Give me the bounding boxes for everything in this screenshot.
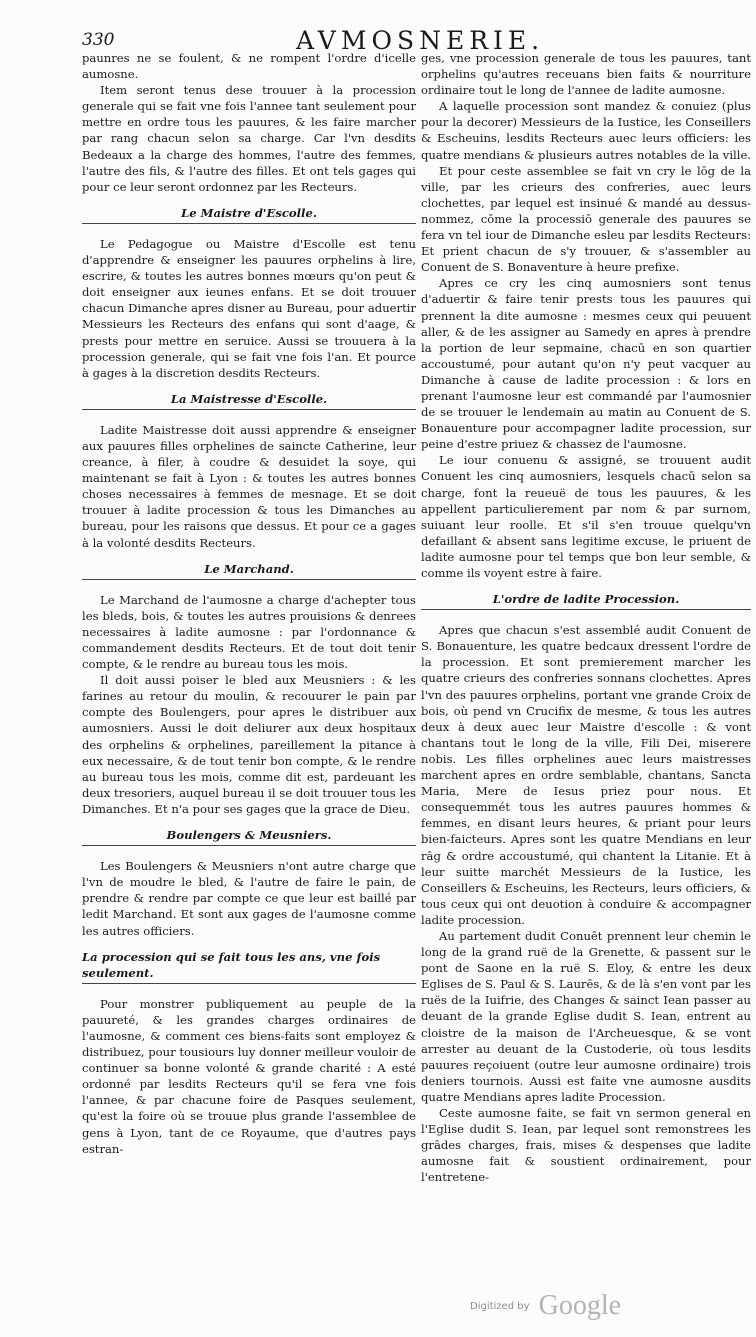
google-logo: Google [538,1290,622,1321]
paragraph: Ceste aumosne faite, se fait vn sermon general en l'Eglise dudit S. Iean, par lequel sont remonstrees les grādes charges, frais, mises & despenses que ladite aumosne fait & soustient ordinairement, pour l'entretene- [421,1106,751,1185]
paragraph: Item seront tenus dese trouuer à la procession generale qui se fait vne fois l'annee tant seulement pour mettre en ordre tous les pauures, & les faire marcher par rang chacun selon sa charge. Car l'vn desdits Bedeaux a la charge des hommes, l'autre des femmes, l'autre des fils, & l'autre des filles. Et ont tels gages qui pour ce leur seront ordonnez par les Recteurs. [82,83,416,194]
paragraph: paunres ne se foulent, & ne rompent l'ordre d'icelle aumosne. [82,51,416,82]
section-heading-maistresse: La Maistresse d'Escolle. [82,391,416,410]
left-column [82,50,416,1157]
watermark-prefix: Digitized by [470,1301,530,1312]
paragraph: Le Pedagogue ou Maistre d'Escolle est tenu d'apprendre & enseigner les pauures orphelins à lire, escrire, & toutes les autres bonnes mœurs qu'on peut & doit enseigner aux ieunes enfans. Et se doit trouuer chacun Dimanche apres disner au Bureau, pour aduertir Messieurs les Recteurs des enfans qui sont d'aage, & prests pour mettre en seruice. Aussi se trouuera à la procession generale, qui se fait vne fois l'an. Et pource à gages à la discretion desdits Recteurs. [82,236,416,380]
paragraph: Le iour conuenu & assigné, se trouuent audit Conuent les cinq aumosniers, lesquels chacū selon sa charge, font la reueuë de tous les pauures, & les appellent particulierement par nom & par surnom, suiuant leur roolle. Et s'il s'en trouue quelqu'vn defaillant & absent sans legitime excuse, le priuent de ladite aumosne pour tel temps que bon leur semble, & comme ils voyent estre à faire. [421,453,751,580]
section-heading-maistre: Le Maistre d'Escolle. [82,205,416,224]
paragraph: ges, vne procession generale de tous les pauures, tant orphelins qu'autres receuans bien faits & nourriture ordinaire tout le long de l'annee de ladite aumosne. [421,51,751,98]
paragraph: A laquelle procession sont mandez & conuiez (plus pour la decorer) Messieurs de la Iustice, les Conseillers & Escheuins, lesdits Recteurs auec leurs officiers: les quatre mendians & plusieurs autres notables de la ville. [421,99,751,162]
section-heading-marchand: Le Marchand. [82,561,416,580]
section-heading-ordre: L'ordre de ladite Procession. [421,591,751,610]
paragraph: Ladite Maistresse doit aussi apprendre & enseigner aux pauures filles orphelines de saincte Catherine, leur creance, à filer, à coudre & desuidet la soye, qui maintenant se fait à Lyon : & toutes les autres bonnes choses necessaires à femmes de mesnage. Et se doit trouuer à ladite procession & tous les Dimanches au bureau, pour les raisons que dessus. Et pour ce a gages à la volonté desdits Recteurs. [82,422,416,550]
paragraph: Et pour ceste assemblee se fait vn cry le lōg de la ville, par les crieurs des confreries, auec leurs clochettes, par lequel est insinué & mandé au dessus-nommez, cōme la processiō generale des pauures se fera vn tel iour de Dimanche esleu par lesdits Recteurs: Et prient chacun de s'y trouuer, & s'assembler au Conuent de S. Bonaventure à heure prefixe. [421,163,751,275]
google-watermark [470,1290,621,1322]
running-title: AVMOSNERIE. [296,26,545,55]
paragraph: Au partement dudit Conuēt prennent leur chemin le long de la grand ruë de la Grenette, & passent sur le pont de Saone en la ruë S. Eloy, & entre les deux Eglises de S. Paul & S. Laurēs, & de là s'en vont par les ruës de la Iuifrie, des Changes & sainct Iean passer au deuant de la grande Eglise dudit S. Iean, entrent au cloistre de la maison de l'Archeuesque, & se vont arrester au deuant de la Custoderie, où tous lesdits pauures reçoiuent (outre leur aumosne ordinaire) trois deniers tournois. Aussi est faite vne aumosne ausdits quatre Mendians apres ladite Procession. [421,928,751,1104]
paragraph: Apres ce cry les cinq aumosniers sont tenus d'aduertir & faire tenir prests tous les pauures qui prennent la dite aumosne : mesmes ceux qui peuuent aller, & de les assigner au Samedy en apres à prendre la portion de leur sepmaine, chacū en son quartier accoustumé, pour autant qu'on n'y peut vacquer au Dimanche à cause de ladite procession : & lors en prenant l'aumosne leur est commandé par l'aumosnier de se trouuer le lendemain au matin au Conuent de S. Bonauenture pour accompagner ladite procession, sur peine d'estre priuez & chassez de l'aumosne. [421,276,751,452]
paragraph: Apres que chacun s'est assemblé audit Conuent de S. Bonauenture, les quatre bedcaux dressent l'ordre de la procession. Et sont premierement marcher les quatre crieurs des confreries sonnans clochettes. Apres l'vn des pauures orphelins, portant vne grande Croix de bois, où pend vn Crucifix de mesme, & tous les autres deux à deux auec leur Maistre d'escolle : & vont chantans tout le long de la ville, Fili Dei, miserere nobis. Les filles orphelines auec leurs maistresses marchent apres en ordre semblable, chantans, Sancta Maria, Mere de Iesus priez pour nous. Et consequemmét tous les autres pauures hommes & femmes, en disant leurs heures, & priant pour leurs bien-faicteurs. Apres sont les quatre Mendians en leur rāg & ordre accoustumé, qui chantent la Litanie. Et à leur suitte marchét Messieurs de la Iustice, les Conseillers & Escheuins, les Recteurs, leurs officiers, & tous ceux qui ont deuotion à conduire & accompagner ladite procession. [421,623,751,927]
page-number: 330 [82,30,115,50]
section-heading-procession: La procession qui se fait tous les ans, vne fois seulement. [82,949,416,984]
paragraph: Les Boulengers & Meusniers n'ont autre charge que l'vn de moudre le bled, & l'autre de faire le pain, de prendre & rendre par compte ce que leur est baillé par ledit Marchand. Et sont aux gages de l'aumosne comme les autres officiers. [82,859,416,938]
section-heading-boulengers: Boulengers & Meusniers. [82,827,416,846]
paragraph: Pour monstrer publiquement au peuple de la pauureté, & les grandes charges ordinaires de l'aumosne, & comment ces biens-faits sont employez & distribuez, pour tousiours luy donner meilleur vouloir de continuer sa bonne volonté & grande charité : A esté ordonné par lesdits Recteurs qu'il se fera vne fois l'annee, & par chacune foire de Pasques seulement, qu'est la foire où se trouue plus grande l'assemblee de gens à Lyon, tant de ce Royaume, que d'autres pays estran- [82,996,416,1156]
right-column [421,50,751,1185]
paragraph: Le Marchand de l'aumosne a charge d'achepter tous les bleds, bois, & toutes les autres prouisions & denrees necessaires à ladite aumosne : par l'ordonnance & commandement desdits Recteurs. Et de tout doit tenir compte, & le rendre au bureau tous les mois. [82,592,416,672]
paragraph: Il doit aussi poiser le bled aux Meusniers : & les farines au retour du moulin, & recouurer le pain par compte des Boulengers, pour apres le distribuer aux aumosniers. Aussi le doit deliurer aux deux hospitaux des orphelins & orphelines, pareillement la pitance à eux necessaire, & de tout tenir bon compte, & le rendre au bureau tous les mois, comme dit est, pardeuant les deux tresoriers, auquel bureau il se doit trouuer tous les Dimanches. Et n'a pour ses gages que la grace de Dieu. [82,673,416,816]
